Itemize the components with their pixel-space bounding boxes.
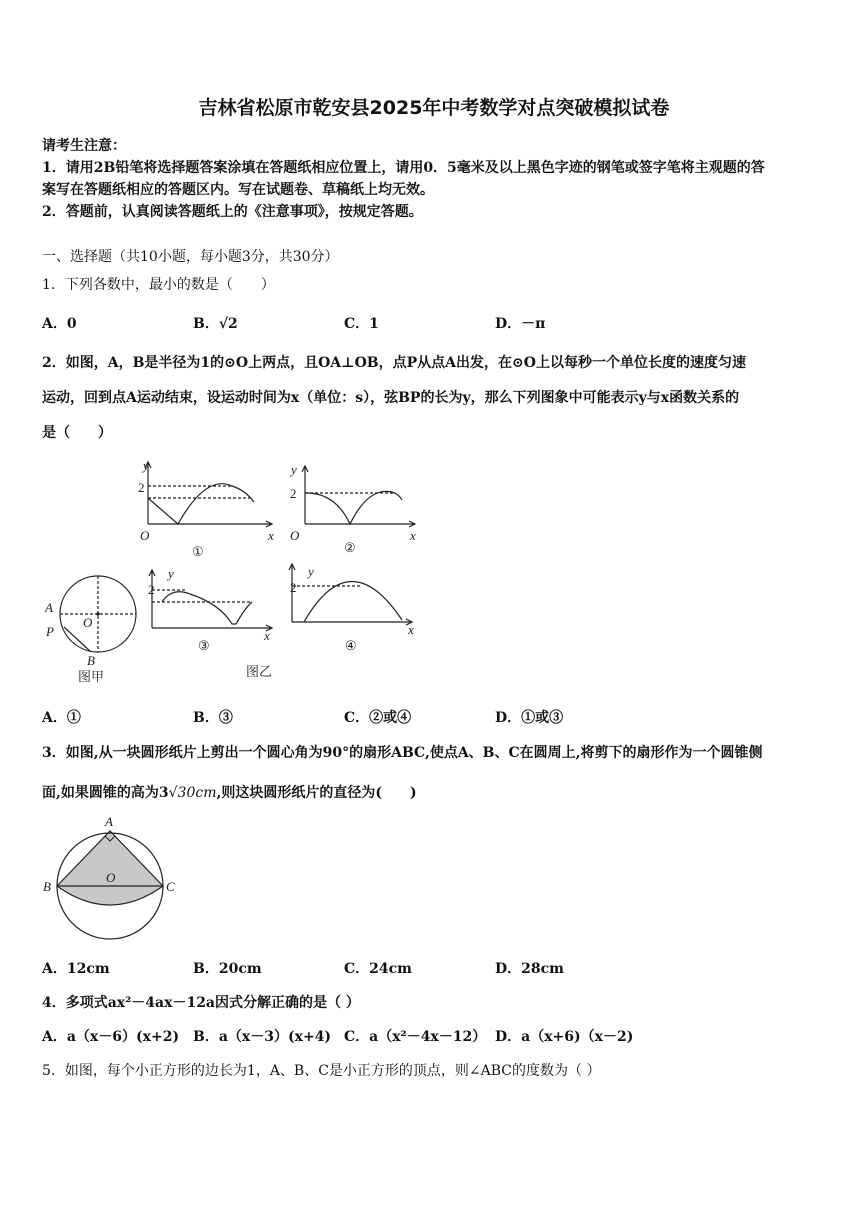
notice-line-1a: 1．请用2B铅笔将选择题答案涂填在答题纸相应位置上，请用0．5毫米及以上黑色字迹的钢笔或签字笔将主观题的答 [42, 160, 765, 176]
q1-option-c: C．1 [344, 316, 379, 332]
q3-option-d: D．28cm [495, 961, 564, 977]
q3-line-2 [42, 782, 417, 802]
g2-y-label: y [291, 462, 297, 477]
q3-radical: √30cm [168, 785, 217, 801]
q4-option-c: C．a（x²－4x－12） [344, 1029, 487, 1045]
g1-number: ① [192, 544, 204, 559]
g1-two-label: 2 [138, 480, 145, 495]
fig-jia-caption: 图甲 [78, 670, 105, 685]
q3-o-label: O [106, 870, 116, 885]
q4-option-b: B．a（x－3）(x+4) [193, 1029, 332, 1045]
q3-a-label: A [105, 814, 113, 829]
q3-option-b: B．20cm [193, 961, 262, 977]
q2-line-1: 2．如图，A，B是半径为1的⊙O上两点，且OA⊥OB，点P从点A出发，在⊙O上以每秒一个单位长度的速度匀速 [42, 355, 746, 371]
q2-line-2: 运动，回到点A运动结束，设运动时间为x（单位：s），弦BP的长为y，那么下列图象中可能表示y与x函数关系的 [42, 390, 740, 406]
notice-line-2: 2．答题前，认真阅读答题纸上的《注意事项》，按规定答题。 [42, 204, 423, 220]
q3-line-1: 3．如图,从一块圆形纸片上剪出一个圆心角为90°的扇形ABC,使点A、B、C在圆周上,将剪下的扇形作为一个圆锥侧 [42, 745, 763, 761]
g3-x-label: x [264, 628, 270, 643]
g3-two-label: 2 [148, 582, 155, 597]
q1-option-a: A．0 [42, 316, 77, 332]
circle-o-label: O [83, 615, 93, 630]
circle-a-label: A [45, 600, 53, 615]
q2-option-c: C．②或④ [344, 710, 412, 726]
q3-option-a: A．12cm [42, 961, 110, 977]
circle-p-label: P [46, 624, 54, 639]
fig-yi-caption: 图乙 [246, 665, 273, 680]
q3-c-label: C [166, 879, 175, 894]
q3-b-label: B [43, 879, 51, 894]
g3-y-label: y [168, 566, 174, 581]
page-title: 吉林省松原市乾安县2025年中考数学对点突破模拟试卷 [198, 97, 670, 119]
g2-two-label: 2 [290, 486, 297, 501]
section-heading: 一、选择题（共10小题，每小题3分，共30分） [42, 249, 339, 265]
g1-x-label: x [268, 528, 274, 543]
q2-option-b: B．③ [193, 710, 233, 726]
circle-b-label: B [87, 653, 95, 668]
g4-number: ④ [345, 638, 357, 653]
q3-line-2-start: 面,如果圆锥的高为3 [42, 785, 169, 801]
q2-option-d: D．①或③ [495, 710, 564, 726]
g4-y-label: y [308, 564, 314, 579]
q4-option-d: D．a（x+6)（x－2) [495, 1029, 634, 1045]
g1-o-label: O [140, 528, 150, 543]
q1-stem: 1．下列各数中，最小的数是（ ） [42, 277, 275, 293]
q2-line-3: 是（ ） [42, 425, 112, 441]
q3-line-2-end: ,则这块圆形纸片的直径为( ) [216, 785, 417, 801]
g4-two-label: 2 [290, 580, 297, 595]
q1-option-d: D．－π [495, 316, 546, 332]
q2-figure [40, 452, 440, 692]
q4-option-a: A．a（x－6）(x+2) [42, 1029, 180, 1045]
q2-option-a: A．① [42, 710, 81, 726]
g1-y-label: y [143, 458, 149, 473]
notice-line-1b: 案写在答题纸相应的答题区内。写在试题卷、草稿纸上均无效。 [42, 182, 434, 198]
g3-number: ③ [198, 638, 210, 653]
notice-heading: 请考生注意： [42, 138, 126, 154]
q1-option-b: B．√2 [193, 316, 238, 332]
g2-o-label: O [290, 528, 300, 543]
q4-stem: 4．多项式ax²－4ax－12a因式分解正确的是（ ） [42, 995, 360, 1011]
g2-x-label: x [410, 528, 416, 543]
g2-number: ② [344, 540, 356, 555]
q5-stem: 5．如图，每个小正方形的边长为1，A、B、C是小正方形的顶点，则∠ABC的度数为（ ） [42, 1063, 601, 1079]
q3-option-c: C．24cm [344, 961, 412, 977]
q3-figure [40, 812, 190, 948]
g4-x-label: x [408, 622, 414, 637]
